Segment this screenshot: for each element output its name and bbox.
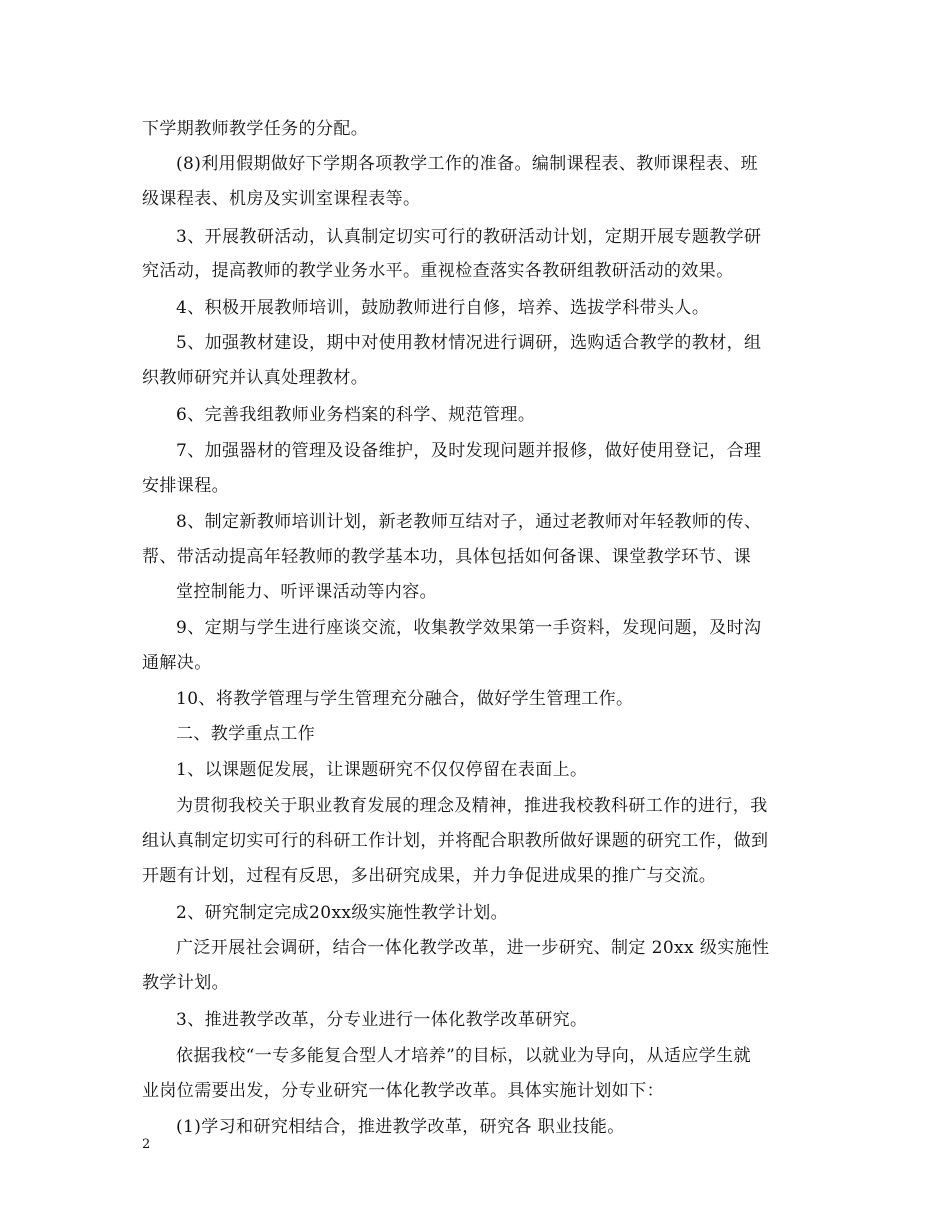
text-line: 安排课程。 [142,476,229,496]
text-line: 业岗位需要出发，分专业研究一体化教学改革。具体实施计划如下： [142,1081,664,1101]
text-line: 3、开展教研活动，认真制定切实可行的教研活动计划，定期开展专题教学研 [176,227,762,247]
text-line: 10、将教学管理与学生管理充分融合，做好学生管理工作。 [176,689,634,709]
text-line: 开题有计划，过程有反思，多出研究成果，并力争促进成果的推广与交流。 [142,866,717,886]
text-line: 为贯彻我校关于职业教育发展的理念及精神，推进我校教科研工作的进行，我 [176,796,768,816]
text-line: 5、加强教材建设，期中对使用教材情况进行调研，选购适合教学的教材，组 [176,333,762,353]
text-line: 广泛开展社会调研，结合一体化教学改革，进一步研究、制定 20xx 级实施性 [176,938,770,958]
text-line: 6、完善我组教师业务档案的科学、规范管理。 [176,405,536,425]
text-line: 级课程表、机房及实训室课程表等。 [142,189,421,209]
text-line: 4、积极开展教师培训，鼓励教师进行自修，培养、选拔学科带头人。 [176,298,710,318]
section-heading: 二、教学重点工作 [176,724,316,744]
text-line: 9、定期与学生进行座谈交流，收集教学效果第一手资料，发现问题，及时沟 [176,618,762,638]
text-line: 2、研究制定完成20xx级实施性教学计划。 [176,903,509,923]
text-line: 帮、带活动提高年轻教师的教学基本功，具体包括如何备课、课堂教学环节、课 [142,547,751,567]
text-line: 下学期教师教学任务的分配。 [142,119,369,139]
text-line: 依据我校“一专多能复合型人才培养”的目标，以就业为导向，从适应学生就 [176,1046,751,1066]
text-line: 究活动，提高教师的教学业务水平。重视检查落实各教研组教研活动的效果。 [142,261,734,281]
text-line: (1)学习和研究相结合，推进教学改革，研究各 职业技能。 [176,1117,625,1137]
text-line: 教学计划。 [142,973,229,993]
text-line: 8、制定新教师培训计划，新老教师互结对子，通过老教师对年轻教师的传、 [176,512,762,532]
text-line: 织教师研究并认真处理教材。 [142,368,369,388]
text-line: 组认真制定切实可行的科研工作计划，并将配合职教所做好课题的研究工作，做到 [142,831,769,851]
text-line: 7、加强器材的管理及设备维护，及时发现问题并报修，做好使用登记，合理 [176,441,762,461]
text-line: (8)利用假期做好下学期各项教学工作的准备。编制课程表、教师课程表、班 [176,154,759,174]
text-line: 堂控制能力、听评课活动等内容。 [176,582,437,602]
page-number: 2 [142,1137,151,1152]
text-line: 3、推进教学改革，分专业进行一体化教学改革研究。 [176,1010,588,1030]
text-line: 通解决。 [142,653,212,673]
text-line: 1、以课题促发展，让课题研究不仅仅停留在表面上。 [176,760,588,780]
